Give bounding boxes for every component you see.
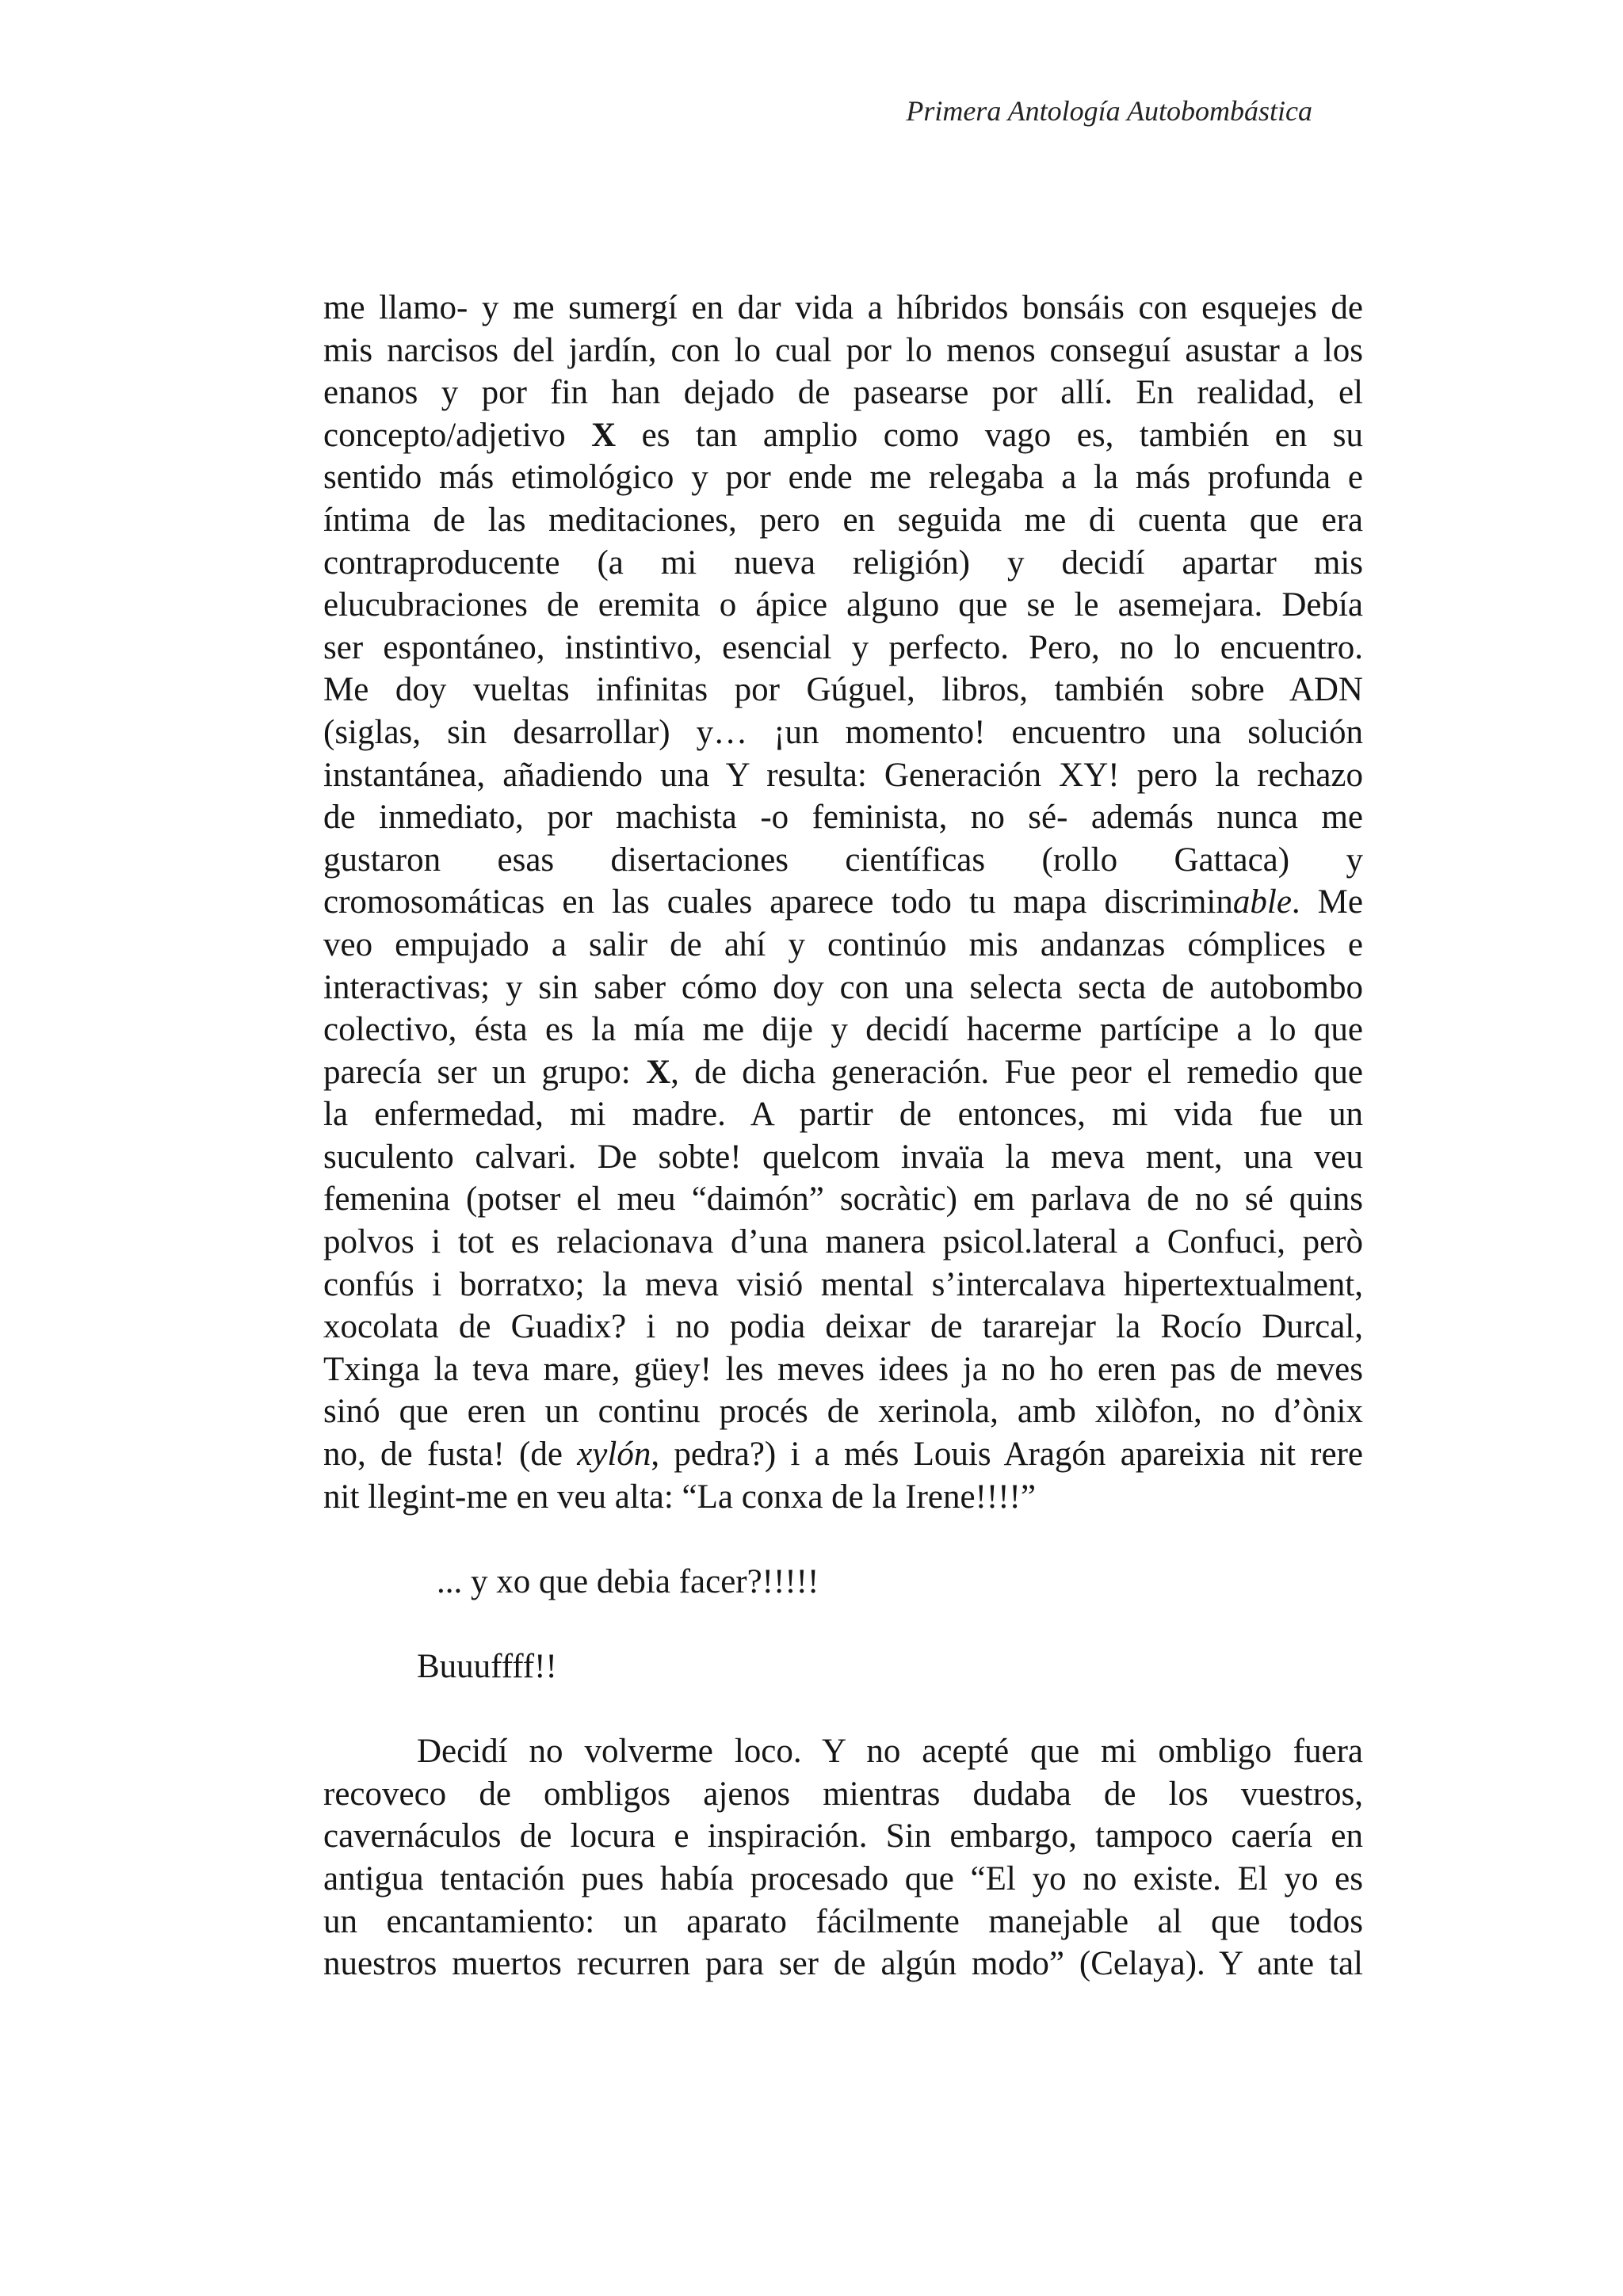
text-segment: femenina (potser el meu “daimón” socràtic) em parlava de no sé quins — [323, 1180, 1363, 1219]
text-segment: enanos y por fin han dejado de pasearse por allí. En realidad, el — [323, 374, 1363, 412]
text-segment: nuestros muertos recurren para ser de algún modo” (Celaya). Y ante tal — [323, 1945, 1363, 1983]
text-segment: (siglas, sin desarrollar) y… ¡un momento! encuentro una solución — [323, 713, 1363, 751]
text-line — [323, 924, 1363, 967]
text-segment: suculento calvari. De sobte! quelcom invaïa la meva ment, una veu — [323, 1138, 1363, 1176]
text-segment: recoveco de ombligos ajenos mientras dudaba de los vuestros, — [323, 1775, 1363, 1813]
text-line — [323, 1433, 1363, 1476]
text-segment: de inmediato, por machista -o feminista, no sé- además nunca me — [323, 799, 1363, 837]
text-segment: Txinga la teva mare, güey! les meves idees ja no ho eren pas de meves — [323, 1350, 1363, 1388]
text-segment: elucubraciones de eremita o ápice alguno que se le asemejara. Debía — [323, 586, 1363, 624]
text-line — [323, 1730, 1363, 1773]
text-segment: es tan amplio como vago es, también en su — [616, 416, 1363, 454]
text-line — [323, 1221, 1363, 1264]
text-segment: cavernáculos de locura e inspiración. Sin embargo, tampoco caería en — [323, 1817, 1363, 1855]
text-segment: no, de fusta! (de — [323, 1436, 578, 1474]
text-segment: gustaron esas disertaciones científicas (rollo Gattaca) y — [323, 841, 1363, 879]
text-segment: contraproducente (a mi nueva religión) y decidí apartar mis — [323, 543, 1363, 582]
quoted-question-line: ... y xo que debia facer?!!!!! — [437, 1562, 819, 1600]
text-segment: confús i borratxo; la meva visió mental s’intercalava hipertextualment, — [323, 1265, 1363, 1303]
text-segment: concepto/adjetivo — [323, 416, 592, 454]
text-line — [323, 1348, 1363, 1391]
paragraph-2 — [323, 1730, 1363, 1985]
text-segment: ser espontáneo, instintivo, esencial y perfecto. Pero, no lo encuentro. — [323, 628, 1363, 666]
text-segment: íntima de las meditaciones, pero en seguida me di cuenta que era — [323, 501, 1363, 539]
text-segment: mis narcisos del jardín, con lo cual por lo menos conseguí asustar a los — [323, 331, 1363, 369]
italic-text: able — [1232, 883, 1292, 921]
paragraph-gap — [323, 1603, 1363, 1646]
text-segment: la enfermedad, mi madre. A partir de entonces, mi vida fue un — [323, 1096, 1363, 1134]
text-line — [323, 711, 1363, 754]
text-line — [323, 881, 1363, 924]
text-line — [323, 669, 1363, 711]
paragraph-gap — [323, 1688, 1363, 1731]
text-segment: cromosomáticas en las cuales aparece todo tu mapa discrimin — [323, 883, 1233, 921]
exclamation-line: Buuuffff!! — [417, 1648, 557, 1685]
text-segment: polvos i tot es relacionava d’una manera psicol.lateral a Confuci, però — [323, 1223, 1363, 1261]
text-segment: antigua tentación pues había procesado que “El yo no existe. El yo es — [323, 1859, 1363, 1897]
text-line — [323, 330, 1363, 372]
text-line — [323, 1943, 1363, 1985]
text-segment: Decidí no volverme loco. Y no acepté que mi ombligo fuera — [417, 1733, 1363, 1771]
text-line — [323, 542, 1363, 585]
text-line — [323, 839, 1363, 882]
text-line — [323, 499, 1363, 542]
text-segment: sinó que eren un continu procés de xerinola, amb xilòfon, no d’ònix — [323, 1393, 1363, 1431]
body-text — [323, 287, 1363, 1985]
text-segment: colectivo, ésta es la mía me dije y decidí hacerme partícipe a lo que — [323, 1011, 1363, 1049]
paragraph-1 — [323, 287, 1363, 1518]
text-line — [323, 1051, 1363, 1094]
text-line — [323, 1009, 1363, 1051]
text-line — [323, 1390, 1363, 1433]
text-segment: , de dicha generación. Fue peor el remedio que — [670, 1053, 1363, 1091]
running-header: Primera Antología Autobombástica — [906, 95, 1312, 127]
text-segment: instantánea, añadiendo una Y resulta: Generación XY! pero la rechazo — [323, 756, 1363, 794]
text-line — [323, 584, 1363, 627]
text-line — [323, 1306, 1363, 1348]
text-line — [323, 287, 1363, 330]
text-segment: . Me — [1291, 883, 1363, 921]
italic-text: xylón — [577, 1436, 651, 1474]
text-segment: veo empujado a salir de ahí y continúo mis andanzas cómplices e — [323, 925, 1363, 963]
text-segment: nit llegint-me en veu alta: “La conxa de la Irene!!!!” — [323, 1478, 1036, 1516]
text-line — [323, 372, 1363, 414]
text-segment: , pedra?) i a més Louis Aragón apareixia nit rere — [651, 1436, 1363, 1474]
text-line — [323, 414, 1363, 457]
text-segment: un encantamiento: un aparato fácilmente manejable al que todos — [323, 1902, 1363, 1940]
bold-text: X — [646, 1053, 671, 1091]
text-line — [323, 456, 1363, 499]
paragraph-gap — [323, 1518, 1363, 1561]
text-segment: interactivas; y sin saber cómo doy con una selecta secta de autobombo — [323, 968, 1363, 1006]
bold-text: X — [591, 416, 617, 454]
text-segment: sentido más etimológico y por ende me relegaba a la más profunda e — [323, 459, 1363, 497]
text-line — [323, 1476, 1363, 1519]
text-segment: parecía ser un grupo: — [323, 1053, 647, 1091]
text-line — [323, 754, 1363, 797]
text-line — [323, 967, 1363, 1009]
text-segment: Me doy vueltas infinitas por Gúguel, libros, también sobre ADN — [323, 671, 1363, 709]
text-line — [323, 796, 1363, 839]
text-line — [323, 1901, 1363, 1943]
text-segment: xocolata de Guadix? i no podia deixar de tararejar la Rocío Durcal, — [323, 1308, 1363, 1346]
text-line — [323, 1093, 1363, 1136]
text-segment: me llamo- y me sumergí en dar vida a híbridos bonsáis con esquejes de — [323, 289, 1363, 326]
text-line — [323, 1773, 1363, 1816]
text-line — [323, 1815, 1363, 1858]
text-line — [323, 1136, 1363, 1179]
text-line — [323, 1264, 1363, 1306]
text-line — [323, 1858, 1363, 1901]
text-line — [323, 627, 1363, 669]
text-line — [323, 1178, 1363, 1221]
